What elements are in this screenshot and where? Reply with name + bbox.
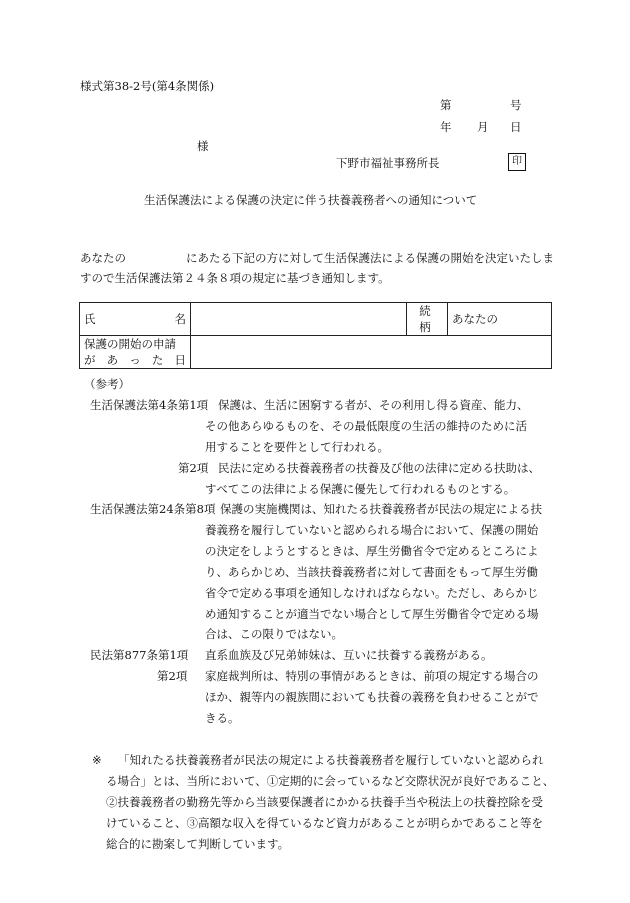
article-text: 直系血族及び兄弟姉妹は、互いに扶養する義務がある。 xyxy=(205,648,493,662)
intro-text-a: あなたの xyxy=(80,251,126,265)
article-text: 保護は、生活に困窮する者が、その利用し得る資産、能力、 xyxy=(218,398,529,412)
article-text: 民法に定める扶養義務者の扶養及び他の法律に定める扶助は、 xyxy=(218,461,540,475)
reference-heading: （参考） xyxy=(84,377,130,391)
table-row xyxy=(80,303,552,336)
name-label-2: 名 xyxy=(174,312,186,326)
article-label: 生活保護法第4条第1項 xyxy=(90,398,209,412)
intro-text-line2: すので生活保護法第２４条８項の規定に基づき通知します。 xyxy=(80,271,390,285)
article-text: その他あらゆるものを、その最低限度の生活の維持のために活 xyxy=(205,419,527,433)
article-text: 合は、この限りではない。 xyxy=(205,627,343,641)
article-text: 養義務を履行していないと認められる場合において、保護の開始 xyxy=(205,523,539,537)
doc-number-suffix: 号 xyxy=(510,98,522,112)
article-label: 第2項 xyxy=(157,669,188,683)
article-label: 民法第877条第1項 xyxy=(90,648,189,662)
relation-value-cell: あなたの xyxy=(448,303,552,336)
article-text: きる。 xyxy=(205,711,240,725)
recipient-info-table xyxy=(79,302,552,369)
issuer-name: 下野市福祉事務所長 xyxy=(336,156,440,170)
document-title: 生活保護法による保護の決定に伴う扶養義務者への通知について xyxy=(144,193,478,207)
application-date-label-line1: 保護の開始の申請 xyxy=(84,337,176,351)
intro-text-b: にあたる下記の方に対して生活保護法による保護の開始を決定いたしま xyxy=(186,251,554,265)
application-date-label-line2: が あ っ た 日 xyxy=(84,353,186,367)
name-label-cell xyxy=(80,303,191,336)
date-year: 年 xyxy=(440,120,452,134)
note-text: 「知れたる扶養義務者が民法の規定による扶養義務者を履行していないと認められ xyxy=(118,753,544,767)
note-mark: ※ xyxy=(92,753,102,767)
recipient-honorific: 様 xyxy=(197,139,209,153)
note-text: ②扶養義務者の勤務先等から当該要保護者にかかる扶養手当や税法上の扶養控除を受 xyxy=(106,795,543,809)
article-text: り、あらかじめ、当該扶養義務者に対して書面をもって厚生労働 xyxy=(205,565,539,579)
table-row xyxy=(80,336,552,369)
application-date-value-cell xyxy=(191,336,552,369)
article-text: 保護の実施機関は、知れたる扶養義務者が民法の規定による扶 xyxy=(220,502,542,516)
form-number: 様式第38-2号(第4条関係) xyxy=(80,79,215,93)
note-text: 総合的に勘案して判断しています。 xyxy=(106,837,290,851)
note-text: けていること、③高額な収入を得ているなど資力があることが明らかであること等を xyxy=(106,816,543,830)
note-text: る場合」とは、当所において、①定期的に会っているなど交際状況が良好であること、 xyxy=(106,774,555,788)
article-text: 省令で定める事項を通知しなければならない。ただし、あらかじ xyxy=(205,586,539,600)
article-text: 家庭裁判所は、特別の事情があるときは、前項の規定する場合の xyxy=(205,669,539,683)
seal-stamp: 印 xyxy=(508,153,526,171)
article-text: 用することを要件として行われる。 xyxy=(205,440,389,454)
date-month: 月 xyxy=(477,120,489,134)
article-label: 生活保護法第24条第8項 xyxy=(90,502,216,516)
article-text: め通知することが適当でない場合として厚生労働省令で定める場 xyxy=(205,607,539,621)
relation-label-cell: 続 柄 xyxy=(407,303,448,336)
intro-paragraph xyxy=(80,248,555,288)
name-label-1: 氏 xyxy=(84,312,96,326)
article-text: すべてこの法律による保護に優先して行われるものとする。 xyxy=(205,482,516,496)
article-text: ほか、親等内の親族間においても扶養の義務を負わせることがで xyxy=(205,690,539,704)
name-value-cell xyxy=(191,303,407,336)
article-label: 第2項 xyxy=(178,461,209,475)
doc-number-prefix: 第 xyxy=(440,98,452,112)
application-date-label-cell xyxy=(80,336,191,369)
article-text: の決定をしようとするときは、厚生労働省令で定めるところによ xyxy=(205,544,539,558)
date-day: 日 xyxy=(510,120,522,134)
